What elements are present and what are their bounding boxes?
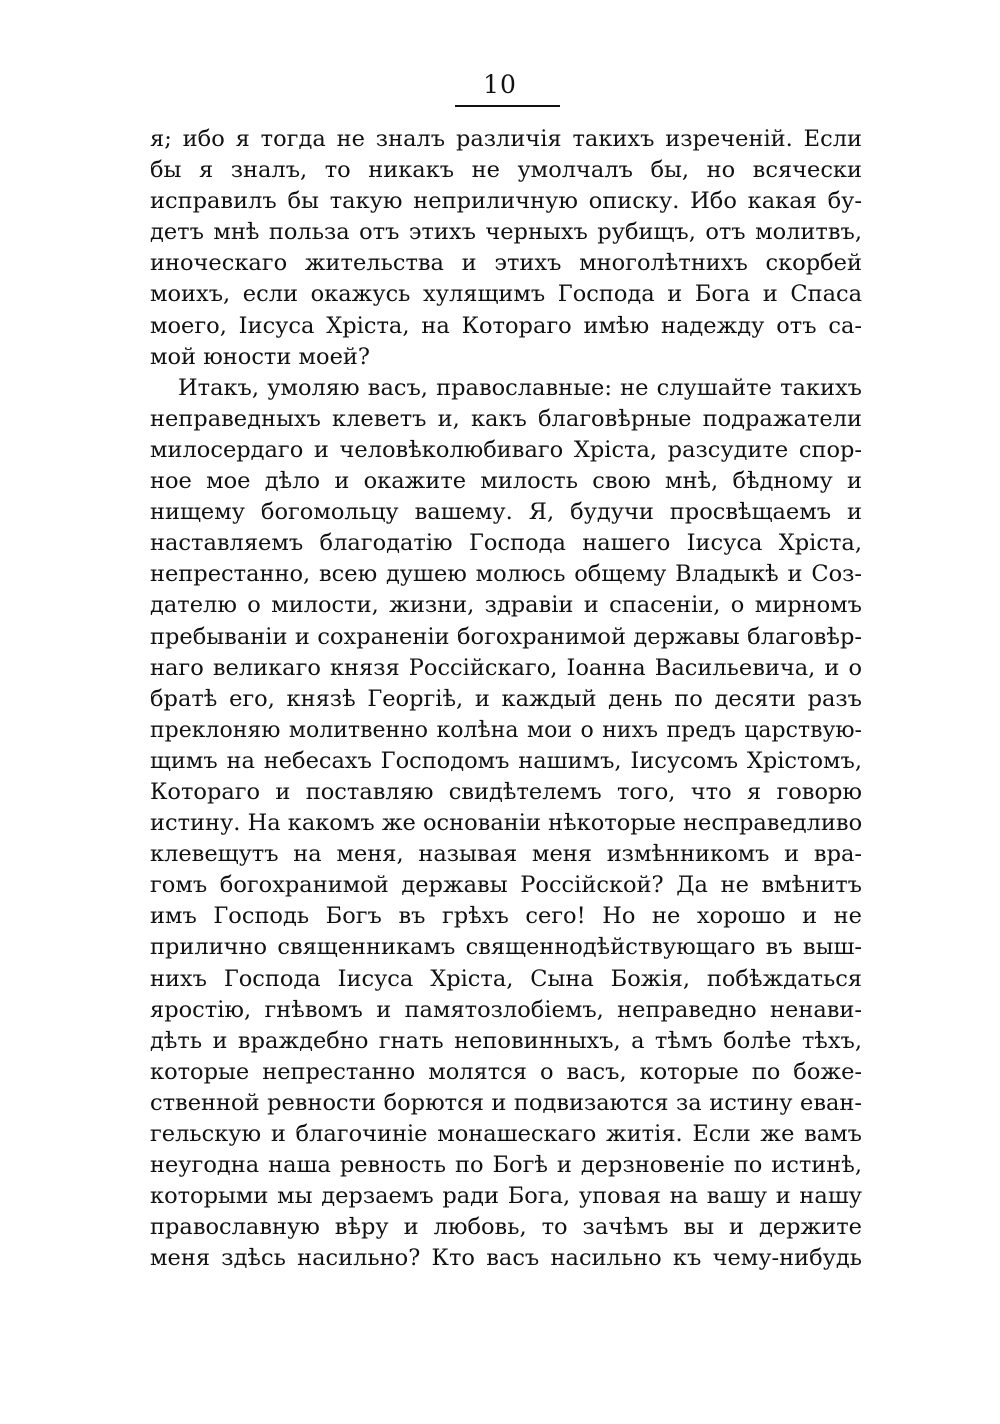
text-line: мой юности моей? <box>150 343 370 370</box>
text-line: православную вѣру и любовь, то зачѣмъ вы и держите <box>150 1214 862 1241</box>
text-line: имъ Господь Богъ въ грѣхъ сего! Но не хорошо и не <box>150 903 862 930</box>
text-line: яростію, гнѣвомъ и памятозлобіемъ, неправедно ненави- <box>150 996 862 1023</box>
text-line: пребываніи и сохраненіи богохранимой державы благовѣр- <box>150 623 862 650</box>
text-line: нихъ Господа Іисуса Хріста, Сына Божія, побѣждаться <box>150 965 862 992</box>
text-line: клевещутъ на меня, называя меня измѣнникомъ и вра- <box>150 841 862 868</box>
header-rule <box>455 105 560 107</box>
text-line: Итакъ, умоляю васъ, православные: не слушайте такихъ <box>178 374 862 401</box>
text-line: дателю о милости, жизни, здравіи и спасеніи, о мирномъ <box>150 592 862 619</box>
text-line: детъ мнѣ польза отъ этихъ черныхъ рубищъ, отъ молитвъ, <box>150 219 862 246</box>
text-line: неугодна наша ревность по Богѣ и дерзновеніе по истинѣ, <box>150 1152 862 1179</box>
text-line: иноческаго жительства и этихъ многолѣтнихъ скорбей <box>150 250 862 277</box>
text-line: моихъ, если окажусь хулящимъ Господа и Бога и Спаса <box>150 281 862 308</box>
text-line: прилично священникамъ священнодѣйствующаго въ выш- <box>150 934 862 961</box>
text-line: щимъ на небесахъ Господомъ нашимъ, Іисусомъ Хрістомъ, <box>150 747 862 774</box>
text-line: исправилъ бы такую неприличную описку. Ибо какая бу- <box>150 188 862 215</box>
text-line: братѣ его, князѣ Георгіѣ, и каждый день по десяти разъ <box>150 685 862 712</box>
text-line: дѣть и враждебно гнать неповинныхъ, а тѣмъ болѣе тѣхъ, <box>150 1027 862 1054</box>
body-text <box>150 124 862 1274</box>
text-line: неправедныхъ клеветъ и, какъ благовѣрные подражатели <box>150 405 862 432</box>
text-line: истину. На какомъ же основаніи нѣкоторые несправедливо <box>150 810 862 837</box>
text-line: гомъ богохранимой державы Россійской? Да не вмѣнитъ <box>150 872 862 899</box>
text-line: которыми мы дерзаемъ ради Бога, уповая на вашу и нашу <box>150 1183 862 1210</box>
text-line: непрестанно, всею душею молюсь общему Владыкѣ и Соз- <box>150 561 862 588</box>
text-line: бы я зналъ, то никакъ не умолчалъ бы, но всячески <box>150 157 862 184</box>
text-line: гельскую и благочиніе монашескаго житія. Если же вамъ <box>150 1121 862 1147</box>
text-line: ственной ревности борются и подвизаются за истину еван- <box>150 1089 862 1116</box>
text-line: моего, Іисуса Хріста, на Котораго имѣю надежду отъ са- <box>150 312 862 339</box>
text-line: наставляемъ благодатію Господа нашего Іисуса Хріста, <box>150 530 862 557</box>
text-line: я; ибо я тогда не зналъ различія такихъ изреченій. Если <box>150 126 862 152</box>
text-line: Котораго и поставляю свидѣтелемъ того, что я говорю <box>150 778 862 805</box>
text-line: преклоняю молитвенно колѣна мои о нихъ предъ царствую- <box>150 717 862 743</box>
page-number: 10 <box>483 70 517 99</box>
text-line: наго великаго князя Россійскаго, Іоанна Васильевича, и о <box>150 654 862 681</box>
text-line: которые непрестанно молятся о васъ, которые по боже- <box>150 1058 862 1085</box>
text-line: ное мое дѣло и окажите милость свою мнѣ, бѣдному и <box>150 468 862 495</box>
text-line: меня здѣсь насильно? Кто васъ насильно къ чему-нибудь <box>150 1245 862 1272</box>
text-line: нищему богомольцу вашему. Я, будучи просвѣщаемъ и <box>150 499 862 526</box>
text-line: милосердаго и человѣколюбиваго Хріста, разсудите спор- <box>150 436 862 463</box>
